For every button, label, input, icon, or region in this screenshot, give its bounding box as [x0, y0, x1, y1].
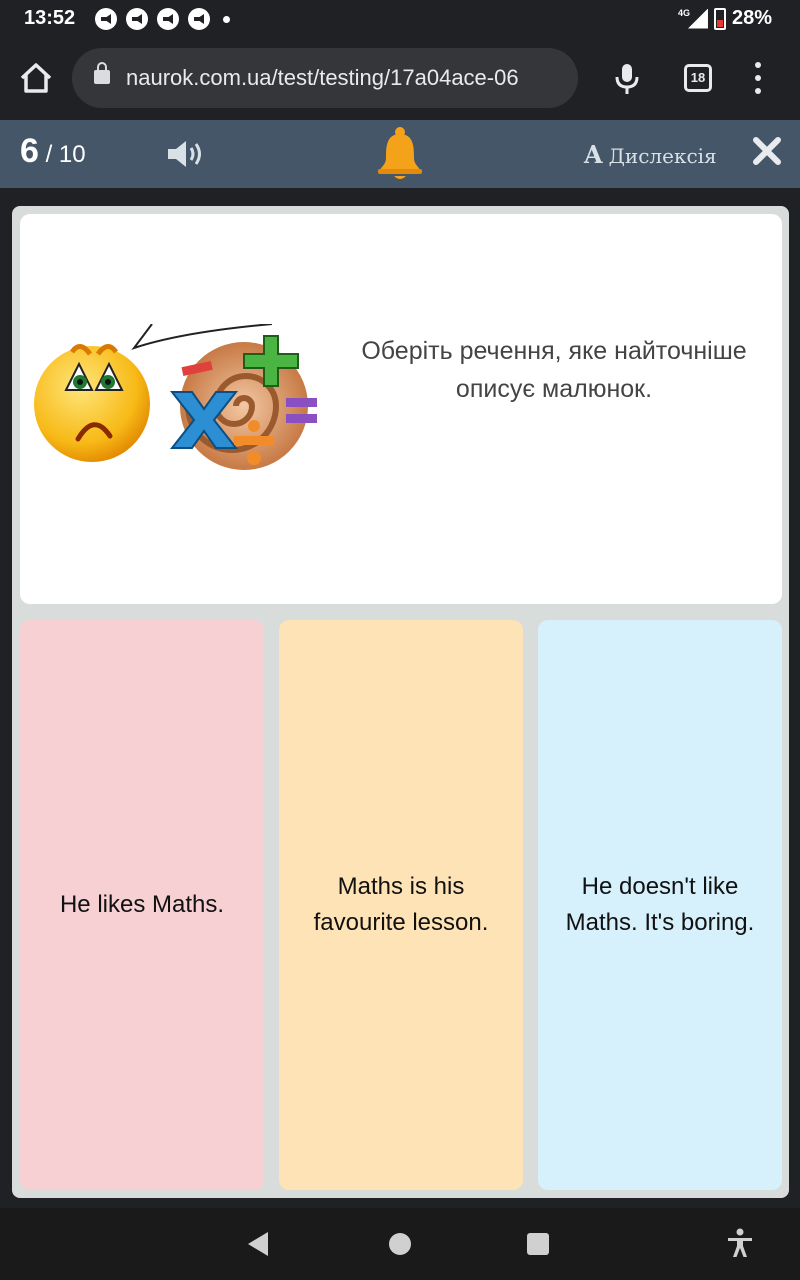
answer-option-3[interactable]: He doesn't like Maths. It's boring. — [538, 620, 782, 1190]
megaphone-icon — [157, 8, 179, 30]
speaker-icon[interactable] — [166, 138, 206, 170]
answer-option-2[interactable]: Maths is his favourite lesson. — [279, 620, 523, 1190]
lock-icon — [94, 70, 110, 84]
question-illustration — [32, 324, 317, 484]
font-icon: A — [584, 140, 603, 169]
android-nav-bar — [0, 1208, 800, 1280]
more-notifications-dot — [223, 16, 230, 23]
close-icon[interactable] — [752, 136, 782, 166]
home-circle-icon[interactable] — [389, 1233, 411, 1255]
mic-icon[interactable] — [612, 62, 642, 96]
url-text[interactable]: naurok.com.ua/test/testing/17a04ace-06 — [126, 65, 519, 90]
current-question: 6 — [20, 132, 39, 170]
quiz-content — [12, 206, 789, 1198]
dyslexia-label: Дислексія — [608, 144, 717, 168]
megaphone-icon — [95, 8, 117, 30]
megaphone-icon — [188, 8, 210, 30]
status-bar — [0, 0, 800, 38]
address-bar[interactable] — [72, 48, 578, 108]
network-type: 4G — [677, 7, 690, 18]
question-text: Оберіть речення, яке найточніше описує малюнок. — [361, 337, 747, 403]
back-icon[interactable] — [248, 1232, 268, 1256]
accessibility-icon[interactable] — [726, 1228, 754, 1258]
signal-icon — [688, 9, 708, 29]
menu-icon[interactable] — [752, 62, 764, 94]
total-questions: / 10 — [45, 141, 86, 168]
browser-toolbar — [0, 38, 800, 120]
home-icon[interactable] — [18, 60, 54, 96]
question-counter — [20, 132, 86, 171]
battery-icon — [714, 8, 726, 30]
notification-icons — [95, 8, 230, 30]
battery-percent: 28% — [731, 7, 772, 29]
status-right — [678, 7, 772, 30]
question-card — [20, 214, 782, 604]
megaphone-icon — [126, 8, 148, 30]
dyslexia-toggle[interactable] — [584, 140, 717, 169]
bell-icon[interactable] — [376, 126, 424, 182]
recents-icon[interactable] — [527, 1233, 549, 1255]
quiz-header — [0, 120, 800, 188]
answer-option-1[interactable]: He likes Maths. — [20, 620, 264, 1190]
status-time: 13:52 — [24, 7, 76, 29]
tab-switcher-button[interactable]: 18 — [684, 64, 712, 92]
